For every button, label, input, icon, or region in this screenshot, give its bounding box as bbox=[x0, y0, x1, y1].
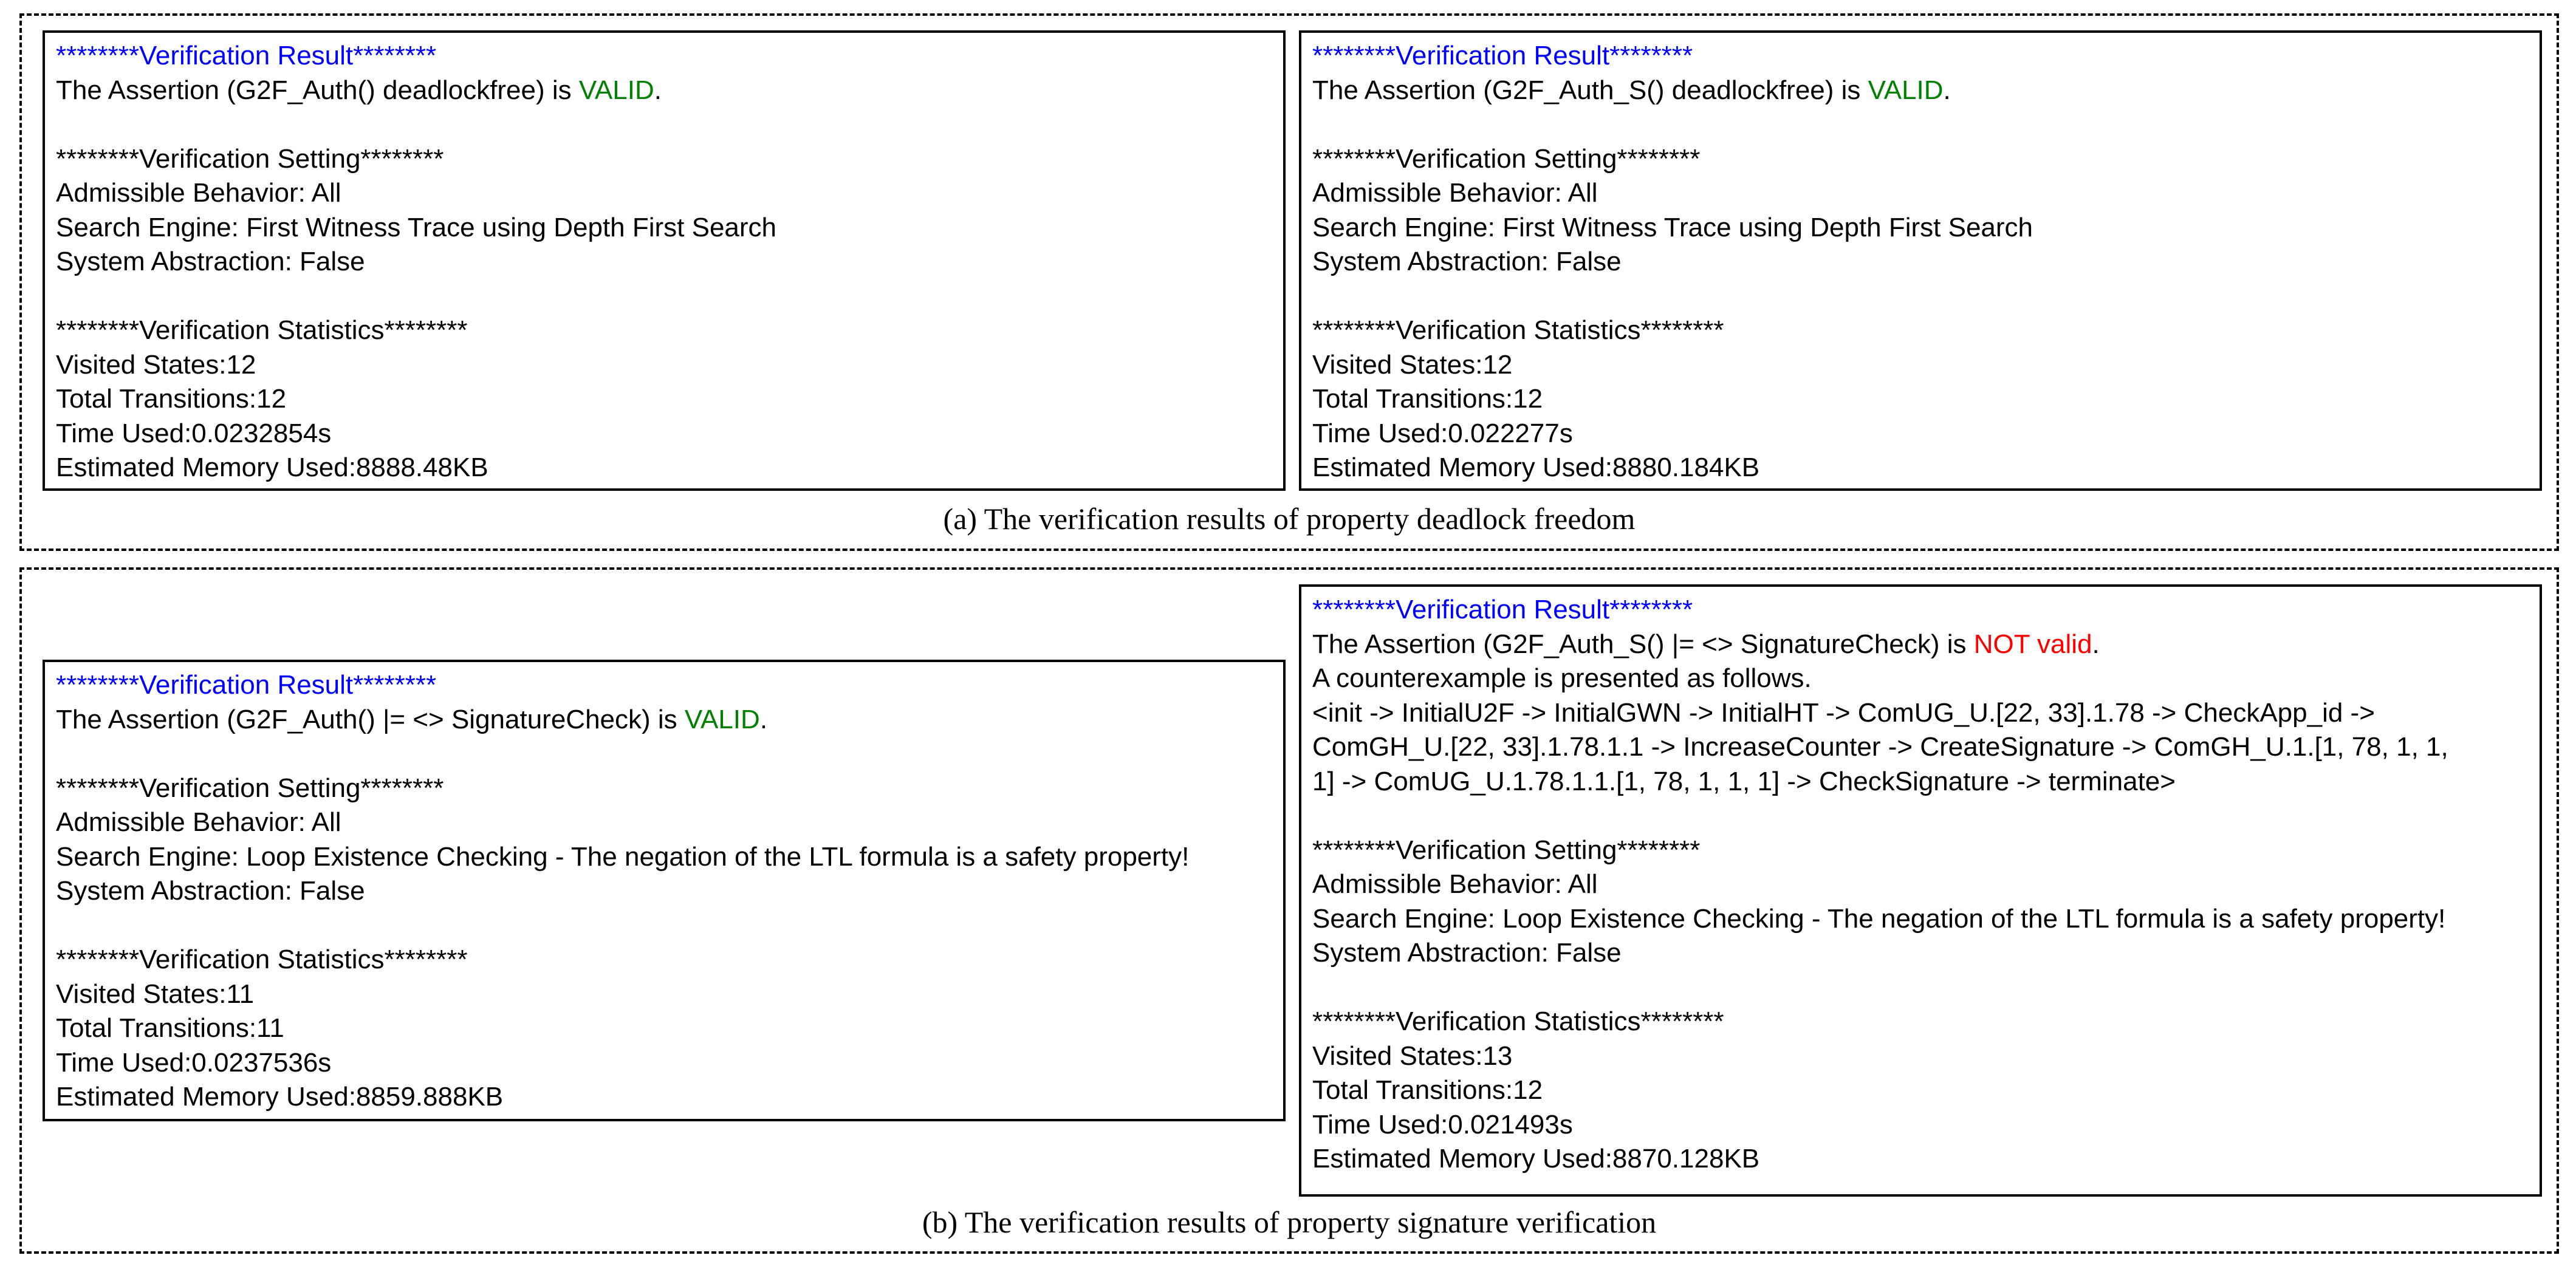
total-transitions: Total Transitions:11 bbox=[56, 1013, 284, 1043]
caption-b: (b) The verification results of property signature verification bbox=[922, 1205, 1657, 1239]
search-engine: Search Engine: First Witness Trace using Depth First Search bbox=[1312, 212, 2033, 242]
visited-states: Visited States:11 bbox=[56, 979, 255, 1009]
assertion-line: The Assertion (G2F_Auth_S() |= <> SignatureCheck) is NOT valid. bbox=[1312, 629, 2100, 659]
trace-line: <init -> InitialU2F -> InitialGWN -> InitialHT -> ComUG_U.[22, 33].1.78 -> CheckApp_id -> bbox=[1312, 697, 2375, 728]
time-used: Time Used:0.0237536s bbox=[56, 1047, 332, 1078]
stats-header: ********Verification Statistics******** bbox=[56, 315, 468, 345]
trace-line: 1] -> ComUG_U.1.78.1.1.[1, 78, 1, 1, 1] -> CheckSignature -> terminate> bbox=[1312, 766, 2176, 796]
memory-used: Estimated Memory Used:8870.128KB bbox=[1312, 1144, 1760, 1174]
system-abstraction: System Abstraction: False bbox=[56, 876, 365, 906]
assertion-line: The Assertion (G2F_Auth_S() deadlockfree) is VALID. bbox=[1312, 75, 1951, 105]
admissible-behavior: Admissible Behavior: All bbox=[1312, 178, 1598, 208]
status-valid: VALID bbox=[578, 75, 654, 105]
time-used: Time Used:0.022277s bbox=[1312, 418, 1573, 448]
search-engine: Search Engine: Loop Existence Checking - The negation of the LTL formula is a safety property! bbox=[1312, 903, 2446, 934]
system-abstraction: System Abstraction: False bbox=[1312, 247, 1622, 276]
visited-states: Visited States:12 bbox=[1312, 349, 1513, 380]
system-abstraction: System Abstraction: False bbox=[1312, 938, 1622, 968]
assertion-line: The Assertion (G2F_Auth() deadlockfree) is VALID. bbox=[56, 75, 662, 105]
system-abstraction: System Abstraction: False bbox=[56, 247, 365, 276]
time-used: Time Used:0.0232854s bbox=[56, 418, 332, 448]
panel-b-left-g2f-auth bbox=[43, 660, 1286, 1121]
status-not-valid: NOT valid bbox=[1973, 629, 2092, 659]
admissible-behavior: Admissible Behavior: All bbox=[56, 807, 341, 837]
stats-header: ********Verification Statistics******** bbox=[1312, 315, 1724, 345]
visited-states: Visited States:13 bbox=[1312, 1041, 1513, 1071]
status-valid: VALID bbox=[1868, 75, 1944, 105]
trace-line: ComGH_U.[22, 33].1.78.1.1 -> IncreaseCounter -> CreateSignature -> ComGH_U.1.[1, 78, 1, 1, bbox=[1312, 732, 2448, 762]
result-header: ********Verification Result******** bbox=[1312, 41, 1693, 70]
stats-header: ********Verification Statistics******** bbox=[56, 945, 468, 974]
section-b-signature-verification bbox=[19, 567, 2559, 1254]
panel-b-right-g2f-auth-s bbox=[1299, 584, 2542, 1197]
caption-a: (a) The verification results of property deadlock freedom bbox=[943, 502, 1636, 536]
total-transitions: Total Transitions:12 bbox=[1312, 1075, 1543, 1105]
result-header: ********Verification Result******** bbox=[56, 670, 437, 700]
search-engine: Search Engine: First Witness Trace using Depth First Search bbox=[56, 212, 777, 242]
memory-used: Estimated Memory Used:8888.48KB bbox=[56, 453, 488, 482]
admissible-behavior: Admissible Behavior: All bbox=[1312, 869, 1598, 899]
memory-used: Estimated Memory Used:8859.888KB bbox=[56, 1082, 504, 1112]
result-header: ********Verification Result******** bbox=[1312, 595, 1693, 624]
stats-header: ********Verification Statistics******** bbox=[1312, 1007, 1724, 1036]
section-a-deadlock-freedom bbox=[19, 13, 2559, 551]
panel-a-left-g2f-auth bbox=[43, 30, 1286, 491]
admissible-behavior: Admissible Behavior: All bbox=[56, 178, 341, 208]
total-transitions: Total Transitions:12 bbox=[1312, 384, 1543, 414]
total-transitions: Total Transitions:12 bbox=[56, 384, 287, 414]
setting-header: ********Verification Setting******** bbox=[56, 143, 444, 174]
status-valid: VALID bbox=[684, 704, 760, 734]
counterexample-intro: A counterexample is presented as follows. bbox=[1312, 663, 1812, 693]
setting-header: ********Verification Setting******** bbox=[56, 773, 444, 803]
setting-header: ********Verification Setting******** bbox=[1312, 835, 1701, 865]
search-engine: Search Engine: Loop Existence Checking - The negation of the LTL formula is a safety property! bbox=[56, 841, 1190, 872]
memory-used: Estimated Memory Used:8880.184KB bbox=[1312, 453, 1760, 482]
panel-a-right-g2f-auth-s bbox=[1299, 30, 2542, 491]
setting-header: ********Verification Setting******** bbox=[1312, 143, 1701, 174]
result-header: ********Verification Result******** bbox=[56, 41, 437, 70]
assertion-line: The Assertion (G2F_Auth() |= <> SignatureCheck) is VALID. bbox=[56, 704, 768, 734]
time-used: Time Used:0.021493s bbox=[1312, 1109, 1573, 1140]
visited-states: Visited States:12 bbox=[56, 349, 256, 380]
